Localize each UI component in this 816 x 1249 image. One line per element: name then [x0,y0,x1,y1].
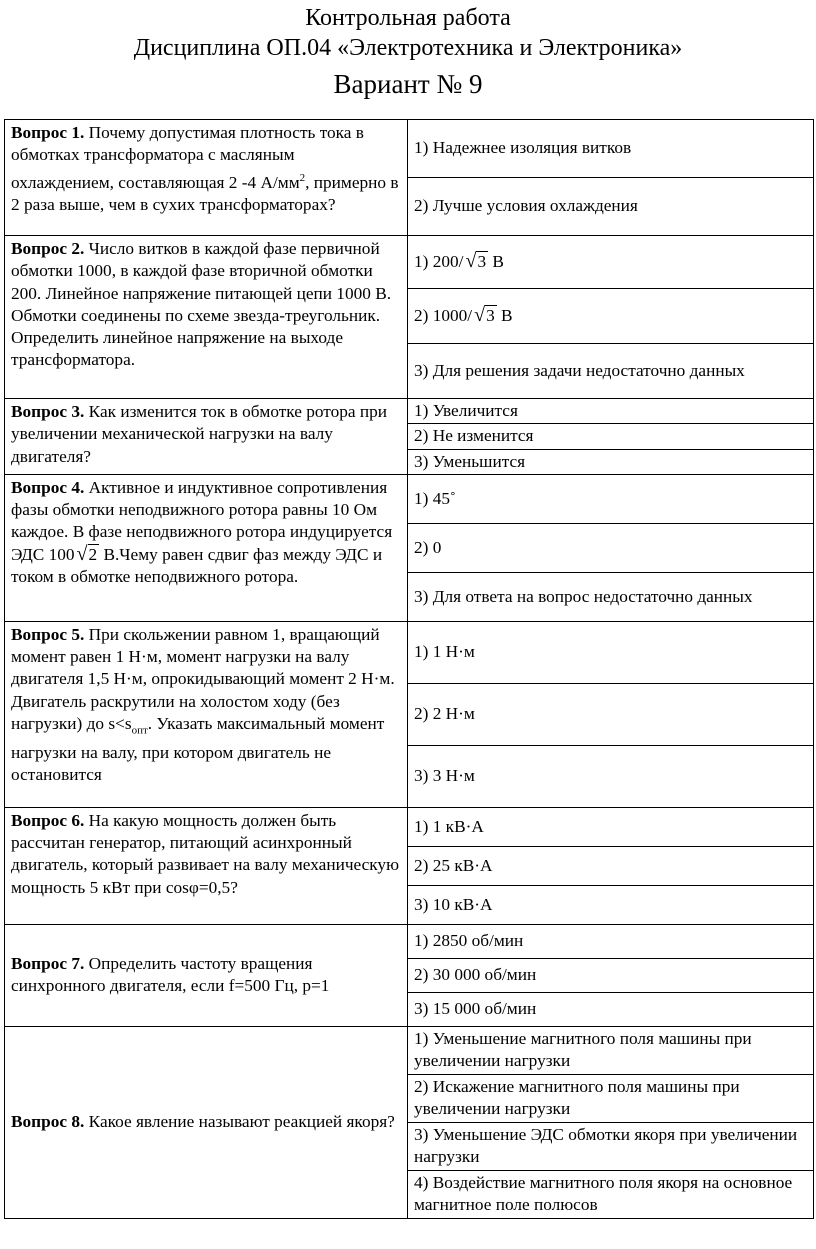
question-2: Вопрос 2. Число витков в каждой фазе первичной обмотки 1000, в каждой фазе вторичной обмотки 200. Линейное напряжение питающей цепи 1000 В. Обмотки соединены по схеме звезда-треугольник. Определить линейное напряжение на выходе трансформатора. [5,236,408,399]
question-number: Вопрос 3. [11,402,85,421]
answer-option[interactable]: 3) Уменьшение ЭДС обмотки якоря при увеличении нагрузки [408,1122,814,1170]
sqrt-symbol: √3 [465,249,487,272]
answer-option[interactable]: 3) 10 кВ·А [408,885,814,924]
answer-option[interactable]: 3) 15 000 об/мин [408,992,814,1026]
answer-option[interactable]: 2) 0 [408,523,814,572]
answer-option[interactable]: 2) 30 000 об/мин [408,958,814,992]
question-number: Вопрос 6. [11,810,85,830]
question-number: Вопрос 1. [11,123,85,142]
question-number: Вопрос 2. [11,239,85,258]
answer-option[interactable]: 2) 2 Н·м [408,683,814,745]
question-number: Вопрос 7. [11,954,85,974]
sqrt-symbol: √2 [76,542,98,565]
answer-option[interactable]: 2) Лучше условия охлаждения [408,178,814,236]
answer-option[interactable]: 2) Не изменится [408,424,814,449]
question-4: Вопрос 4. Активное и индуктивное сопротивления фазы обмотки неподвижного ротора равны 10 Ом каждое. В фазе неподвижного ротора индуцируется ЭДС 100 √2 В.Чему равен сдвиг фаз между ЭДС и током в обмотке неподвижного ротора. [5,474,408,621]
answer-option[interactable]: 2) 1000/ √3 В [408,289,814,344]
sqrt-symbol: √3 [474,303,495,326]
question-8: Вопрос 8. Какое явление называют реакцией якоря? [5,1026,408,1218]
answer-option[interactable]: 1) 45˚ [408,474,814,523]
answer-option[interactable]: 1) 200/ √3 В [408,236,814,289]
answer-option[interactable]: 3) Для ответа на вопрос недостаточно данных [408,572,814,621]
question-1: Вопрос 1. Почему допустимая плотность тока в обмотках трансформатора с масляным охлаждением, составляющая 2 -4 $А/мм^2$, примерно в 2 раза выше, чем в сухих трансформаторах? [5,120,408,236]
answer-option[interactable]: 1) 2850 об/мин [408,924,814,958]
answer-option[interactable]: 3) Уменьшится [408,449,814,474]
answer-option[interactable]: 4) Воздействие магнитного поля якоря на основное магнитное поле полюсов [408,1170,814,1218]
answer-option[interactable]: 1) Увеличится [408,399,814,424]
answer-option[interactable]: 2) 25 кВ·А [408,846,814,885]
question-7: Вопрос 7. Определить частоту вращения синхронного двигателя, если f=500 Гц, p=1 [5,924,408,1026]
answer-option[interactable]: 1) 1 Н·м [408,621,814,683]
answer-option[interactable]: 1) Уменьшение магнитного поля машины при увеличении нагрузки [408,1026,814,1074]
question-5: Вопрос 5. При скольжении равном 1, вращающий момент равен 1 Н·м, момент нагрузки на валу двигателя 1,5 Н·м, опрокидывающий момент 2 Н·м. Двигатель раскрутили на холостом ходу (без нагрузки) до $s<s_{опт}$. Указать максимальный момент нагрузки на валу, при котором двигатель не остановится [5,621,408,807]
question-number: Вопрос 4. [11,477,85,497]
answer-option[interactable]: 3) Для решения задачи недостаточно данных [408,344,814,399]
answer-option[interactable]: 1) Надежнее изоляция витков [408,120,814,178]
question-6: Вопрос 6. На какую мощность должен быть рассчитан генератор, питающий асинхронный двигатель, который развивает на валу механическую мощность 5 кВт при cosφ=0,5? [5,807,408,924]
questions-table [4,119,814,1219]
answer-option[interactable]: 1) 1 кВ·А [408,807,814,846]
question-number: Вопрос 5. [11,624,85,644]
answer-option[interactable]: 3) 3 Н·м [408,745,814,807]
question-3: Вопрос 3. Как изменится ток в обмотке ротора при увеличении механической нагрузки на валу двигателя? [5,399,408,475]
variant-line: Вариант № 9 [333,69,483,99]
answer-option[interactable]: 2) Искажение магнитного поля машины при увеличении нагрузки [408,1074,814,1122]
question-number: Вопрос 8. [11,1112,85,1132]
discipline-line: Дисциплина ОП.04 «Электротехника и Электроника» [133,35,683,61]
document-title: Контрольная работа [305,5,511,31]
